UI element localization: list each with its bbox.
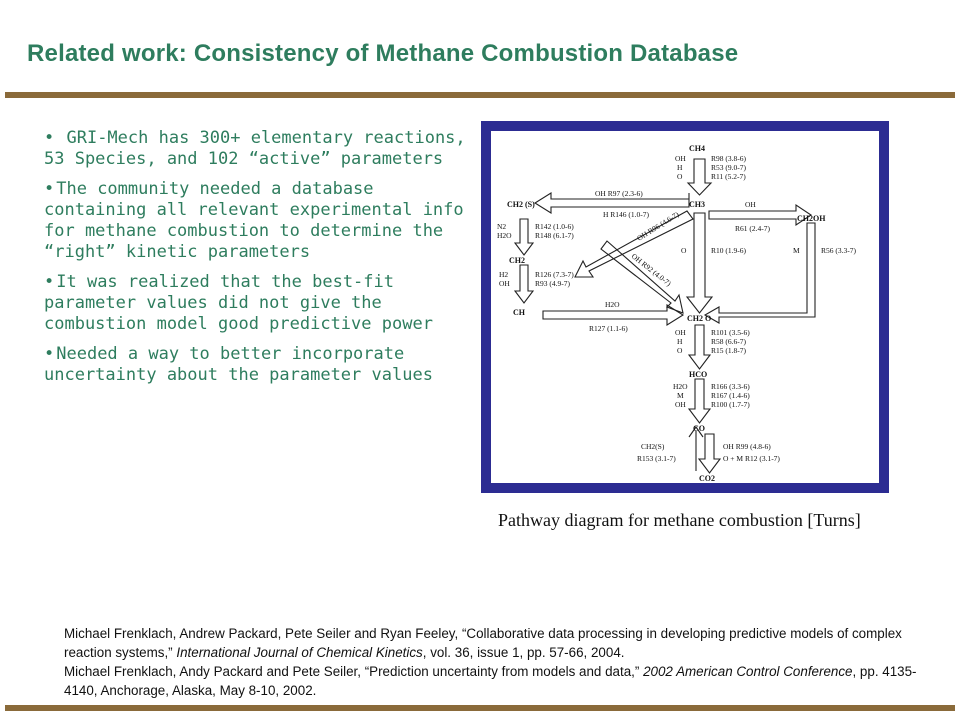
- ch4-reactant: H: [677, 163, 683, 172]
- ch2s-reactant: N2: [497, 222, 507, 231]
- label-m-r56: M: [793, 246, 800, 255]
- ch2-rate: R93 (4.9-7): [535, 279, 570, 288]
- reference-authors: Michael Frenklach, Andrew Packard, Pete Seiler and Ryan Feeley, “Collaborative data processing in developing predictive models of complex reaction systems,”: [64, 626, 902, 660]
- ch2s-rate: R142 (1.0-6): [535, 222, 574, 231]
- arrow-ch2oh-ch2o: [705, 223, 815, 323]
- arrow-ch3-ch2o: [687, 213, 712, 313]
- arrow-co-co2: [699, 434, 720, 473]
- slide-title: Related work: Consistency of Methane Combustion Database: [27, 40, 739, 67]
- bullet-marker: •: [44, 272, 55, 292]
- species-hco: HCO: [689, 370, 708, 379]
- references: [64, 624, 944, 700]
- ch4-rate: R53 (9.0-7): [711, 163, 746, 172]
- bullet-text: Needed a way to better incorporate uncertainty about the parameter values: [44, 344, 433, 385]
- reference-item: [64, 624, 944, 662]
- ch2o-reactant: H: [677, 337, 683, 346]
- label-r146: H R146 (1.0-7): [603, 210, 650, 219]
- species-co: CO: [693, 424, 705, 433]
- reference-details: , pp. 4135-4140, Anchorage, Alaska, May 8-10, 2002.: [64, 664, 917, 698]
- reference-journal: 2002 American Control Conference: [643, 664, 853, 679]
- arrow-ch2s-ch2: [515, 219, 533, 255]
- hco-rate: R166 (3.3-6): [711, 382, 750, 391]
- label-r10: R10 (1.9-6): [711, 246, 746, 255]
- species-ch2oh: CH2OH: [797, 214, 826, 223]
- hco-reactant: M: [677, 391, 684, 400]
- bullet-item: [44, 344, 474, 386]
- ch4-reactant: O: [677, 172, 683, 181]
- arrow-ch4-ch3: [688, 159, 711, 195]
- pathway-diagram: [491, 131, 879, 483]
- ch2-rate: R126 (7.3-7): [535, 270, 574, 279]
- label-r56: R56 (3.3-7): [821, 246, 856, 255]
- co-right-label: O + M R12 (3.1-7): [723, 454, 780, 463]
- arrow-ch3-ch2oh: [709, 205, 811, 225]
- label-r92: OH R92 (4.0-7): [629, 251, 673, 288]
- ch2o-rate: R58 (6.6-7): [711, 337, 746, 346]
- ch2o-rate: R101 (3.5-6): [711, 328, 750, 337]
- arrow-r96: [575, 211, 693, 277]
- reference-journal: International Journal of Chemical Kinetics: [176, 645, 423, 660]
- bullet-marker: •: [44, 179, 55, 199]
- label-r61: R61 (2.4-7): [735, 224, 770, 233]
- arrow-ch2s-co: [689, 427, 703, 471]
- hco-rate: R167 (1.4-6): [711, 391, 750, 400]
- bullet-item: [44, 128, 474, 170]
- reference-details: , vol. 36, issue 1, pp. 57-66, 2004.: [422, 645, 625, 660]
- hco-reactant: OH: [675, 400, 686, 409]
- ch2-reactant: OH: [499, 279, 510, 288]
- ch2s-rate: R148 (6.1-7): [535, 231, 574, 240]
- pathway-figure-frame: [481, 121, 889, 493]
- pathway-diagram-svg: [491, 131, 879, 483]
- co-right-label: OH R99 (4.8-6): [723, 442, 771, 451]
- bullet-item: [44, 272, 474, 335]
- species-ch2o: CH2 O: [687, 314, 712, 323]
- reference-authors: Michael Frenklach, Andy Packard and Pete Seiler, “Prediction uncertainty from models and data,”: [64, 664, 644, 679]
- bottom-divider: [5, 705, 955, 711]
- co-left-label: R153 (3.1-7): [637, 454, 676, 463]
- arrow-ch2-ch: [515, 265, 533, 303]
- species-ch2: CH2: [509, 256, 525, 265]
- ch4-rate: R11 (5.2-7): [711, 172, 746, 181]
- arrow-hco-co: [689, 379, 710, 423]
- figure-caption: Pathway diagram for methane combustion [Turns]: [498, 510, 861, 530]
- label-h2o: H2O: [605, 300, 620, 309]
- bullet-item: [44, 179, 474, 263]
- bullet-text: It was realized that the best-fit parameter values did not give the combustion model good predictive power: [44, 272, 433, 334]
- bullet-text: GRI-Mech has 300+ elementary reactions, 53 Species, and 102 “active” parameters: [44, 128, 466, 169]
- species-ch: CH: [513, 308, 525, 317]
- ch4-rate: R98 (3.8-6): [711, 154, 746, 163]
- bullet-marker: •: [44, 128, 55, 148]
- ch2o-rate: R15 (1.8-7): [711, 346, 746, 355]
- species-co2: CO2: [699, 474, 715, 483]
- species-ch2s: CH2 (S): [507, 200, 535, 209]
- label-r96: OH R96 (4.6-7): [635, 209, 681, 243]
- ch2-reactant: H2: [499, 270, 509, 279]
- label-o-r10: O: [681, 246, 687, 255]
- label-r127: R127 (1.1-6): [589, 324, 628, 333]
- species-ch3: CH3: [689, 200, 705, 209]
- bullet-list: [44, 128, 474, 395]
- reference-item: [64, 662, 944, 700]
- arrow-ch2o-hco: [689, 325, 710, 369]
- bullet-text: The community needed a database containing all relevant experimental info for methane combustion to determine the “right” kinetic parameters: [44, 179, 464, 262]
- ch2o-reactant: O: [677, 346, 683, 355]
- hco-rate: R100 (1.7-7): [711, 400, 750, 409]
- species-ch4: CH4: [689, 144, 705, 153]
- label-r97: OH R97 (2.3-6): [595, 189, 643, 198]
- ch2o-reactant: OH: [675, 328, 686, 337]
- bullet-marker: •: [44, 344, 55, 364]
- hco-reactant: H2O: [673, 382, 688, 391]
- ch2s-reactant: H2O: [497, 231, 512, 240]
- top-divider: [5, 92, 955, 98]
- ch4-reactant: OH: [675, 154, 686, 163]
- co-left-label: CH2(S): [641, 442, 665, 451]
- label-oh-r61: OH: [745, 200, 756, 209]
